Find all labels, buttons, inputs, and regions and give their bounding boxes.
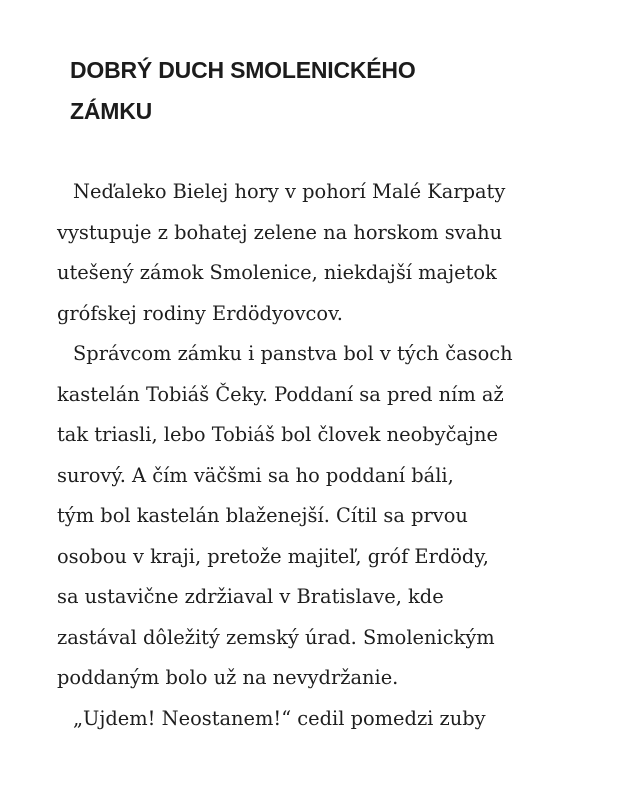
chapter-title: [70, 50, 590, 131]
paragraph-1-line-4: grófskej rodiny Erdödyovcov.: [57, 301, 343, 325]
paragraph-2-line-8: zastával dôležitý zemský úrad. Smolenickým: [57, 625, 495, 649]
paragraph-1-line-1: Neďaleko Bielej hory v pohorí Malé Karpaty: [73, 180, 506, 203]
paragraph-3-line-1: „Ujdem! Neostanem!“ cedil pomedzi zuby: [73, 706, 486, 730]
chapter-title-line-2: ZÁMKU: [70, 97, 153, 124]
paragraph-2-line-3: tak triasli, lebo Tobiáš bol človek neobyčajne: [57, 423, 499, 446]
paragraph-1-line-2: vystupuje z bohatej zelene na horskom svahu: [57, 220, 503, 244]
paragraph-2-line-2: kastelán Tobiáš Čeky. Poddaní sa pred ním až: [57, 382, 504, 406]
paragraph-2-line-9: poddaným bolo už na nevydržanie.: [57, 666, 399, 689]
chapter-body-text: [57, 172, 640, 739]
paragraph-2-line-7: sa ustavične zdržiaval v Bratislave, kde: [57, 585, 444, 608]
paragraph-2-line-5: tým bol kastelán blaženejší. Cítil sa prvou: [57, 504, 468, 527]
paragraph-1-line-3: utešený zámok Smolenice, niekdajší majetok: [57, 261, 497, 284]
paragraph-2-line-6: osobou v kraji, pretože majiteľ, gróf Erdödy,: [57, 544, 489, 568]
chapter-title-line-1: DOBRÝ DUCH SMOLENICKÉHO: [70, 57, 416, 83]
paragraph-2-line-4: surový. A čím väčšmi sa ho poddaní báli,: [57, 463, 454, 487]
paragraph-2-line-1: Správcom zámku i panstva bol v tých časoch: [73, 342, 513, 365]
